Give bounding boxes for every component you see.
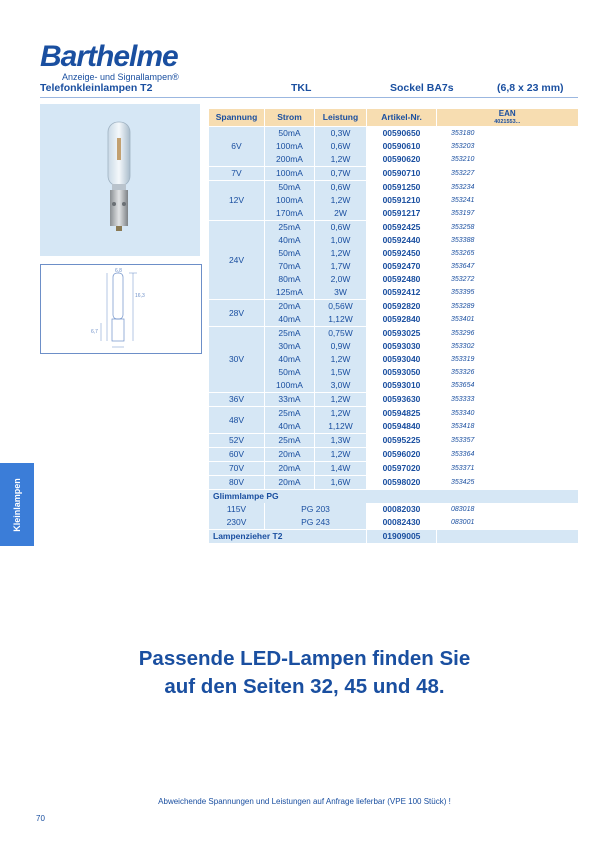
promo-line-2: auf den Seiten 32, 45 und 48. — [164, 675, 445, 698]
cell-artikel: 00593050 — [367, 366, 437, 379]
cell-leistung: 0,6W — [315, 181, 367, 195]
cell-artikel: 00592840 — [367, 313, 437, 327]
promo-line-1: Passende LED-Lampen finden Sie — [138, 647, 471, 670]
table-row-lampenzieher — [209, 530, 578, 544]
cell-leistung: 1,2W — [315, 247, 367, 260]
cell-strom: 40mA — [265, 313, 315, 327]
col-leistung: Leistung — [315, 109, 367, 127]
product-title: Telefonkleinlampen T2 — [40, 82, 153, 94]
table-row — [209, 247, 578, 260]
table-row — [209, 194, 578, 207]
cell-artikel: 00596020 — [367, 448, 437, 462]
cell-strom: 50mA — [265, 127, 315, 141]
page-number: 70 — [36, 814, 45, 823]
cell-spannung: 28V — [209, 300, 265, 327]
product-socket: Sockel BA7s — [390, 82, 454, 94]
cell-artikel: 00598020 — [367, 476, 437, 490]
cell-leistung: 3,0W — [315, 379, 367, 393]
product-size: (6,8 x 23 mm) — [497, 82, 564, 94]
cell-leistung: 1,2W — [315, 353, 367, 366]
cell-leistung: 1,2W — [315, 407, 367, 421]
cell-ean: 353371 — [437, 462, 578, 476]
table-row — [209, 353, 578, 366]
cell-artikel: 00590650 — [367, 127, 437, 141]
cell-strom: 20mA — [265, 300, 315, 314]
table-row — [209, 273, 578, 286]
cell-ean: 353654 — [437, 379, 578, 393]
cell-leistung: 2W — [315, 207, 367, 221]
cell-ean: 353234 — [437, 181, 578, 195]
cell-ean: 083001 — [437, 516, 578, 530]
table-row — [209, 379, 578, 393]
col-ean-prefix: 4021553... — [494, 118, 521, 125]
cell-leistung: 1,12W — [315, 313, 367, 327]
cell-ean — [437, 530, 578, 544]
table-row — [209, 420, 578, 434]
cell-strom: 50mA — [265, 181, 315, 195]
cell-spannung: 70V — [209, 462, 265, 476]
cell-spannung: 230V — [209, 516, 265, 530]
cell-ean: 353296 — [437, 327, 578, 341]
cell-leistung: 2,0W — [315, 273, 367, 286]
col-ean-label: EAN — [498, 108, 516, 118]
cell-strom: 100mA — [265, 194, 315, 207]
col-spannung: Spannung — [209, 109, 265, 127]
cell-spannung: 36V — [209, 393, 265, 407]
cell-ean: 353418 — [437, 420, 578, 434]
brand-logo: Barthelme — [40, 40, 178, 73]
table-row — [209, 516, 578, 530]
table-row — [209, 313, 578, 327]
cell-strom: 20mA — [265, 462, 315, 476]
table-row — [209, 503, 578, 516]
cell-ean: 353265 — [437, 247, 578, 260]
cell-artikel: 00592412 — [367, 286, 437, 300]
cell-strom: 40mA — [265, 353, 315, 366]
category-side-tab — [0, 463, 34, 546]
cell-type: PG 203 — [265, 503, 367, 516]
cell-strom: 50mA — [265, 247, 315, 260]
cell-artikel: 00593030 — [367, 340, 437, 353]
footnote: Abweichende Spannungen und Leistungen auf Anfrage lieferbar (VPE 100 Stück) ! — [158, 797, 451, 806]
cell-artikel: 00591210 — [367, 194, 437, 207]
cell-ean: 353210 — [437, 153, 578, 167]
cell-leistung: 0,6W — [315, 221, 367, 235]
cell-ean: 353340 — [437, 407, 578, 421]
cell-strom: 33mA — [265, 393, 315, 407]
cell-strom: 40mA — [265, 420, 315, 434]
cell-leistung: 0,3W — [315, 127, 367, 141]
brand-tagline: Anzeige- und Signallampen® — [62, 72, 179, 82]
cell-zieher-label: Lampenzieher T2 — [209, 530, 367, 544]
cell-strom: 25mA — [265, 407, 315, 421]
table-row — [209, 327, 578, 341]
cell-leistung: 1,5W — [315, 366, 367, 379]
cell-artikel: 00592470 — [367, 260, 437, 273]
section-row-glimmlampe — [209, 490, 578, 504]
cell-strom: 40mA — [265, 234, 315, 247]
table-row — [209, 286, 578, 300]
cell-artikel: 00592450 — [367, 247, 437, 260]
cell-leistung: 1,4W — [315, 462, 367, 476]
cell-strom: 25mA — [265, 327, 315, 341]
cell-artikel: 00593010 — [367, 379, 437, 393]
col-artikel: Artikel-Nr. — [367, 109, 437, 127]
cell-strom: 50mA — [265, 366, 315, 379]
cell-leistung: 3W — [315, 286, 367, 300]
cell-leistung: 1,2W — [315, 194, 367, 207]
table-row — [209, 260, 578, 273]
cell-leistung: 1,12W — [315, 420, 367, 434]
cell-ean: 353258 — [437, 221, 578, 235]
drawing-diameter-label: 6,8 — [115, 268, 122, 274]
cell-leistung: 1,3W — [315, 434, 367, 448]
cell-strom: 200mA — [265, 153, 315, 167]
cell-ean: 353326 — [437, 366, 578, 379]
cell-strom: 80mA — [265, 273, 315, 286]
cell-ean: 353647 — [437, 260, 578, 273]
drawing-socket-label: 6,7 — [91, 329, 98, 335]
cell-artikel: 00593025 — [367, 327, 437, 341]
cell-ean: 353180 — [437, 127, 578, 141]
cell-artikel: 00592440 — [367, 234, 437, 247]
cell-artikel: 00597020 — [367, 462, 437, 476]
table-row — [209, 127, 578, 141]
cell-strom: 20mA — [265, 448, 315, 462]
cell-strom: 70mA — [265, 260, 315, 273]
cell-artikel: 00592820 — [367, 300, 437, 314]
cell-spannung: 24V — [209, 221, 265, 300]
table-row — [209, 140, 578, 153]
cell-ean: 353319 — [437, 353, 578, 366]
cell-artikel: 00593630 — [367, 393, 437, 407]
cell-artikel: 00592425 — [367, 221, 437, 235]
table-row — [209, 234, 578, 247]
cell-leistung: 0,7W — [315, 167, 367, 181]
category-label: Kleinlampen — [12, 477, 22, 532]
cell-artikel: 00082030 — [367, 503, 437, 516]
cell-ean: 353272 — [437, 273, 578, 286]
cell-artikel: 00590620 — [367, 153, 437, 167]
table-row — [209, 153, 578, 167]
cell-spannung: 60V — [209, 448, 265, 462]
cell-spannung: 80V — [209, 476, 265, 490]
cell-artikel: 00082430 — [367, 516, 437, 530]
cell-ean: 353302 — [437, 340, 578, 353]
cell-leistung: 1,2W — [315, 153, 367, 167]
table-row — [209, 462, 578, 476]
cell-artikel: 01909005 — [367, 530, 437, 544]
table-row — [209, 340, 578, 353]
cell-ean: 353401 — [437, 313, 578, 327]
cell-leistung: 1,7W — [315, 260, 367, 273]
table-row — [209, 221, 578, 235]
cell-leistung: 0,9W — [315, 340, 367, 353]
cell-leistung: 0,56W — [315, 300, 367, 314]
cell-artikel: 00594825 — [367, 407, 437, 421]
cell-artikel: 00595225 — [367, 434, 437, 448]
table-row — [209, 181, 578, 195]
cell-type: PG 243 — [265, 516, 367, 530]
technical-drawing — [40, 264, 202, 354]
cell-ean: 353357 — [437, 434, 578, 448]
cell-strom: 100mA — [265, 379, 315, 393]
cell-leistung: 0,75W — [315, 327, 367, 341]
cell-ean: 353425 — [437, 476, 578, 490]
cell-ean: 353197 — [437, 207, 578, 221]
cell-ean: 083018 — [437, 503, 578, 516]
cell-ean: 353203 — [437, 140, 578, 153]
cell-spannung: 52V — [209, 434, 265, 448]
cell-ean: 353333 — [437, 393, 578, 407]
cell-ean: 353241 — [437, 194, 578, 207]
cell-leistung: 1,2W — [315, 448, 367, 462]
table-row — [209, 366, 578, 379]
table-row — [209, 300, 578, 314]
cell-artikel: 00592480 — [367, 273, 437, 286]
cell-ean: 353388 — [437, 234, 578, 247]
cell-spannung: 6V — [209, 127, 265, 167]
cell-leistung: 1,2W — [315, 393, 367, 407]
table-row — [209, 448, 578, 462]
cell-artikel: 00590610 — [367, 140, 437, 153]
cell-strom: 170mA — [265, 207, 315, 221]
table-row — [209, 434, 578, 448]
cell-artikel: 00593040 — [367, 353, 437, 366]
cell-artikel: 00590710 — [367, 167, 437, 181]
cell-strom: 100mA — [265, 167, 315, 181]
cell-artikel: 00591250 — [367, 181, 437, 195]
cell-ean: 353289 — [437, 300, 578, 314]
table-row — [209, 476, 578, 490]
col-strom: Strom — [265, 109, 315, 127]
table-row — [209, 393, 578, 407]
table-header-row — [209, 109, 578, 127]
cell-strom: 20mA — [265, 476, 315, 490]
lamp-photo — [40, 104, 200, 256]
cell-leistung: 0,6W — [315, 140, 367, 153]
cell-ean: 353227 — [437, 167, 578, 181]
table-row — [209, 407, 578, 421]
table-row — [209, 207, 578, 221]
cell-strom: 30mA — [265, 340, 315, 353]
cell-leistung: 1,6W — [315, 476, 367, 490]
drawing-length-label: 16,3 — [135, 293, 145, 299]
cell-strom: 125mA — [265, 286, 315, 300]
cell-strom: 25mA — [265, 221, 315, 235]
cell-spannung: 12V — [209, 181, 265, 221]
cell-strom: 25mA — [265, 434, 315, 448]
col-ean — [437, 109, 578, 127]
section-title: Glimmlampe PG — [209, 490, 578, 504]
spec-table — [208, 109, 578, 543]
cell-spannung: 7V — [209, 167, 265, 181]
cell-ean: 353395 — [437, 286, 578, 300]
cell-spannung: 30V — [209, 327, 265, 393]
cell-spannung: 115V — [209, 503, 265, 516]
header-divider — [40, 97, 578, 98]
cell-artikel: 00591217 — [367, 207, 437, 221]
table-row — [209, 167, 578, 181]
lamp-bulb-icon — [40, 104, 200, 256]
cell-leistung: 1,0W — [315, 234, 367, 247]
cell-ean: 353364 — [437, 448, 578, 462]
product-type: TKL — [291, 82, 312, 94]
cell-artikel: 00594840 — [367, 420, 437, 434]
cell-spannung: 48V — [209, 407, 265, 434]
cell-strom: 100mA — [265, 140, 315, 153]
